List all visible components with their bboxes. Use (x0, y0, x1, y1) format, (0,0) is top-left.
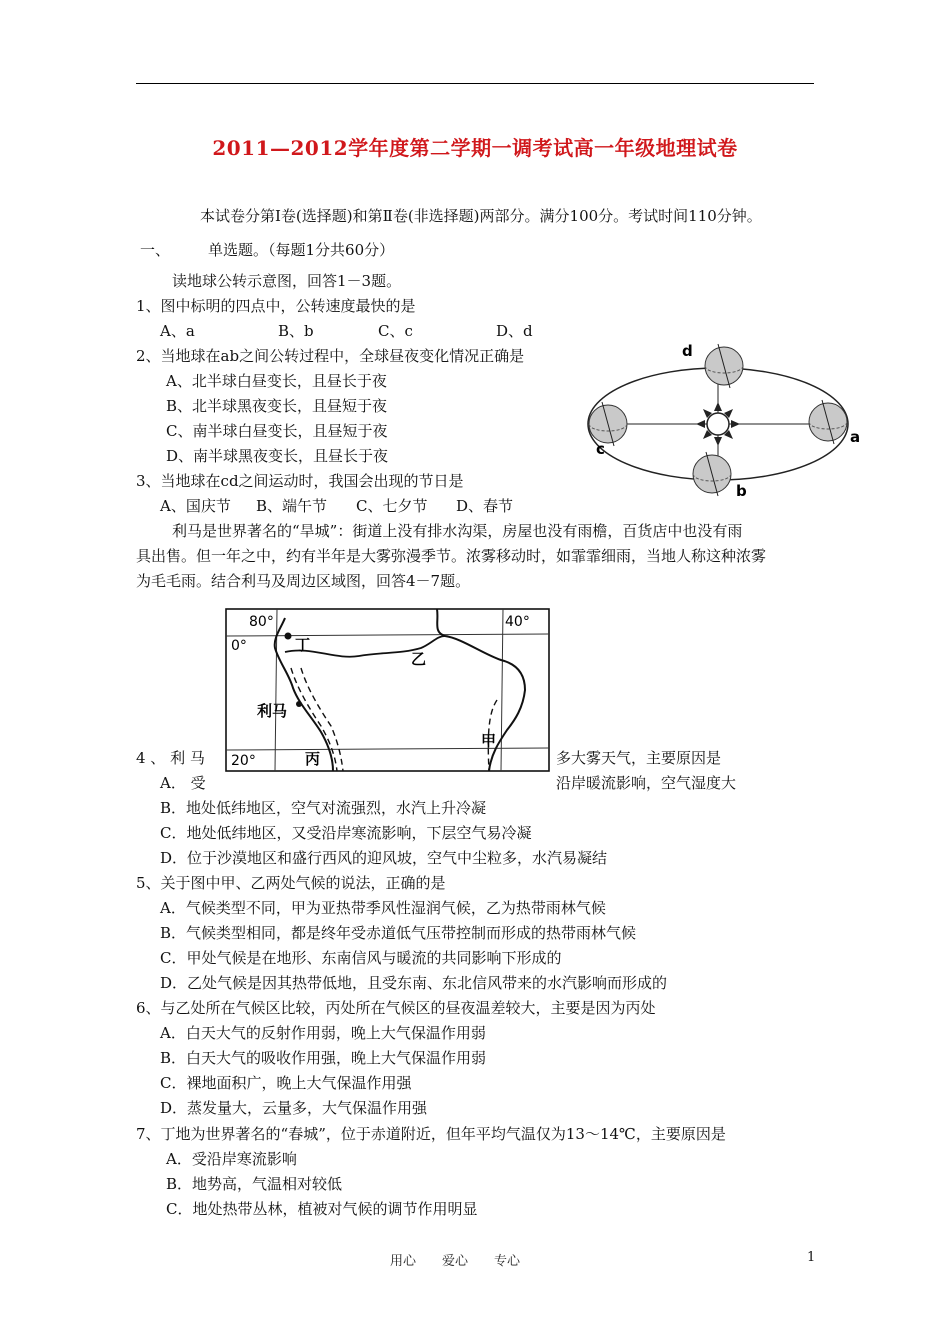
label-lat-0: 0° (231, 638, 247, 654)
footer-word-2: 爱心 (442, 1254, 469, 1269)
earth-globe-d (705, 344, 743, 388)
label-jia: 甲 (481, 732, 497, 750)
q4-option-c: C．地处低纬地区，又受沿岸寒流影响，下层空气易冷凝 (160, 824, 532, 842)
passage-line-3: 为毛毛雨。结合利马及周边区域图，回答4－7题。 (136, 572, 471, 590)
q1-options (160, 321, 533, 341)
q3-option-a: A、国庆节 (160, 497, 231, 515)
orbit-label-d: d (682, 342, 693, 360)
q2-option-b: B、北半球黑夜变长，且昼短于夜 (166, 397, 388, 415)
q2-option-d: D、南半球黑夜变长，且昼长于夜 (166, 447, 389, 465)
q1-option-d: D、d (496, 322, 533, 340)
earth-orbit-diagram (578, 338, 868, 502)
section-number: 一、 (140, 241, 171, 259)
q3-stem: 3、当地球在cd之间运动时，我国会出现的节日是 (136, 472, 464, 490)
q2-stem: 2、当地球在ab之间公转过程中，全球昼夜变化情况正确是 (136, 347, 525, 365)
q1-stem: 1、图中标明的四点中，公转速度最快的是 (136, 297, 416, 315)
orbit-label-c: c (596, 440, 605, 458)
label-lima: 利马 (257, 702, 288, 720)
orbit-label-b: b (736, 482, 747, 500)
q4-option-a-right: 沿岸暖流影响，空气湿度大 (556, 774, 737, 792)
label-ding: 丁 (295, 636, 311, 654)
q3-option-c: C、七夕节 (356, 497, 428, 515)
intro-text: 本试卷分第Ⅰ卷(选择题)和第Ⅱ卷(非选择题)两部分。满分100分。考试时间110分钟。 (200, 207, 762, 225)
q2-option-c: C、南半球白昼变长，且昼短于夜 (166, 422, 388, 440)
page-number: 1 (807, 1250, 816, 1265)
q3-options (160, 496, 513, 516)
page-footer (390, 1250, 546, 1269)
q4-option-b: B．地处低纬地区，空气对流强烈，水汽上升冷凝 (160, 799, 487, 817)
footer-word-1: 用心 (390, 1254, 417, 1269)
q4-option-d: D．位于沙漠地区和盛行西风的迎风坡，空气中尘粒多，水汽易凝结 (160, 849, 608, 867)
section-label: 单选题。（每题1分共60分） (208, 241, 395, 259)
section-heading (140, 240, 394, 260)
q3-option-b: B、端午节 (256, 497, 328, 515)
q1-option-a: A、a (160, 322, 195, 340)
q5-option-a: A．气候类型不同，甲为亚热带季风性湿润气候，乙为热带雨林气候 (160, 899, 606, 917)
sun-icon (696, 402, 740, 446)
q6-stem: 6、与乙处所在气候区比较，丙处所在气候区的昼夜温差较大，主要是因为丙处 (136, 999, 656, 1017)
q7-option-c: C．地处热带丛林，植被对气候的调节作用明显 (166, 1200, 478, 1218)
q7-stem: 7、丁地为世界著名的“春城”，位于赤道附近，但年平均气温仅为13～14℃，主要原因是 (136, 1125, 726, 1143)
q3-option-d: D、春节 (456, 497, 514, 515)
earth-globe-c (589, 402, 627, 446)
q2-option-a: A、北半球白昼变长，且昼长于夜 (166, 372, 387, 390)
footer-word-3: 专心 (494, 1254, 521, 1269)
label-bing: 丙 (305, 750, 321, 768)
earth-globe-b (693, 452, 731, 496)
q6-option-d: D．蒸发量大，云量多，大气保温作用强 (160, 1099, 428, 1117)
q5-option-d: D．乙处气候是因其热带低地，且受东南、东北信风带来的水汽影响而形成的 (160, 974, 668, 992)
q6-option-c: C．裸地面积广，晚上大气保温作用强 (160, 1074, 412, 1092)
label-lon-80: 80° (249, 614, 274, 630)
q1-option-b: B、b (278, 322, 314, 340)
q5-option-c: C．甲处气候是在地形、东南信风与暖流的共同影响下形成的 (160, 949, 562, 967)
q5-option-b: B．气候类型相同，都是终年受赤道低气压带控制而形成的热带雨林气候 (160, 924, 637, 942)
q4-stem-left: 4 、 利 马 (136, 749, 205, 767)
q5-stem: 5、关于图中甲、乙两处气候的说法，正确的是 (136, 874, 446, 892)
q1-option-c: C、c (378, 322, 413, 340)
label-lat-20: 20° (231, 753, 256, 769)
lima-marker (296, 701, 302, 707)
ding-marker (285, 633, 292, 640)
q7-option-b: B．地势高，气温相对较低 (166, 1175, 343, 1193)
south-america-map (225, 608, 550, 772)
label-yi: 乙 (411, 650, 427, 668)
exam-title: 2011—2012学年度第二学期一调考试高一年级地理试卷 (212, 136, 738, 160)
passage-line-2: 具出售。但一年之中，约有半年是大雾弥漫季节。浓雾移动时，如霏霏细雨，当地人称这种浓雾 (136, 547, 767, 565)
read-instruction-1: 读地球公转示意图，回答1－3题。 (172, 272, 402, 290)
q4-option-a-left: A． 受 (160, 774, 206, 792)
header-rule (136, 83, 814, 84)
q4-stem-right: 多大雾天气，主要原因是 (556, 749, 722, 767)
q7-option-a: A．受沿岸寒流影响 (166, 1150, 297, 1168)
q6-option-a: A．白天大气的反射作用弱，晚上大气保温作用弱 (160, 1024, 486, 1042)
label-lon-40: 40° (505, 614, 530, 630)
q6-option-b: B．白天大气的吸收作用强，晚上大气保温作用弱 (160, 1049, 487, 1067)
orbit-label-a: a (850, 428, 861, 446)
passage-line-1: 利马是世界著名的“旱城”：街道上没有排水沟渠，房屋也没有雨檐，百货店中也没有雨 (172, 522, 743, 540)
